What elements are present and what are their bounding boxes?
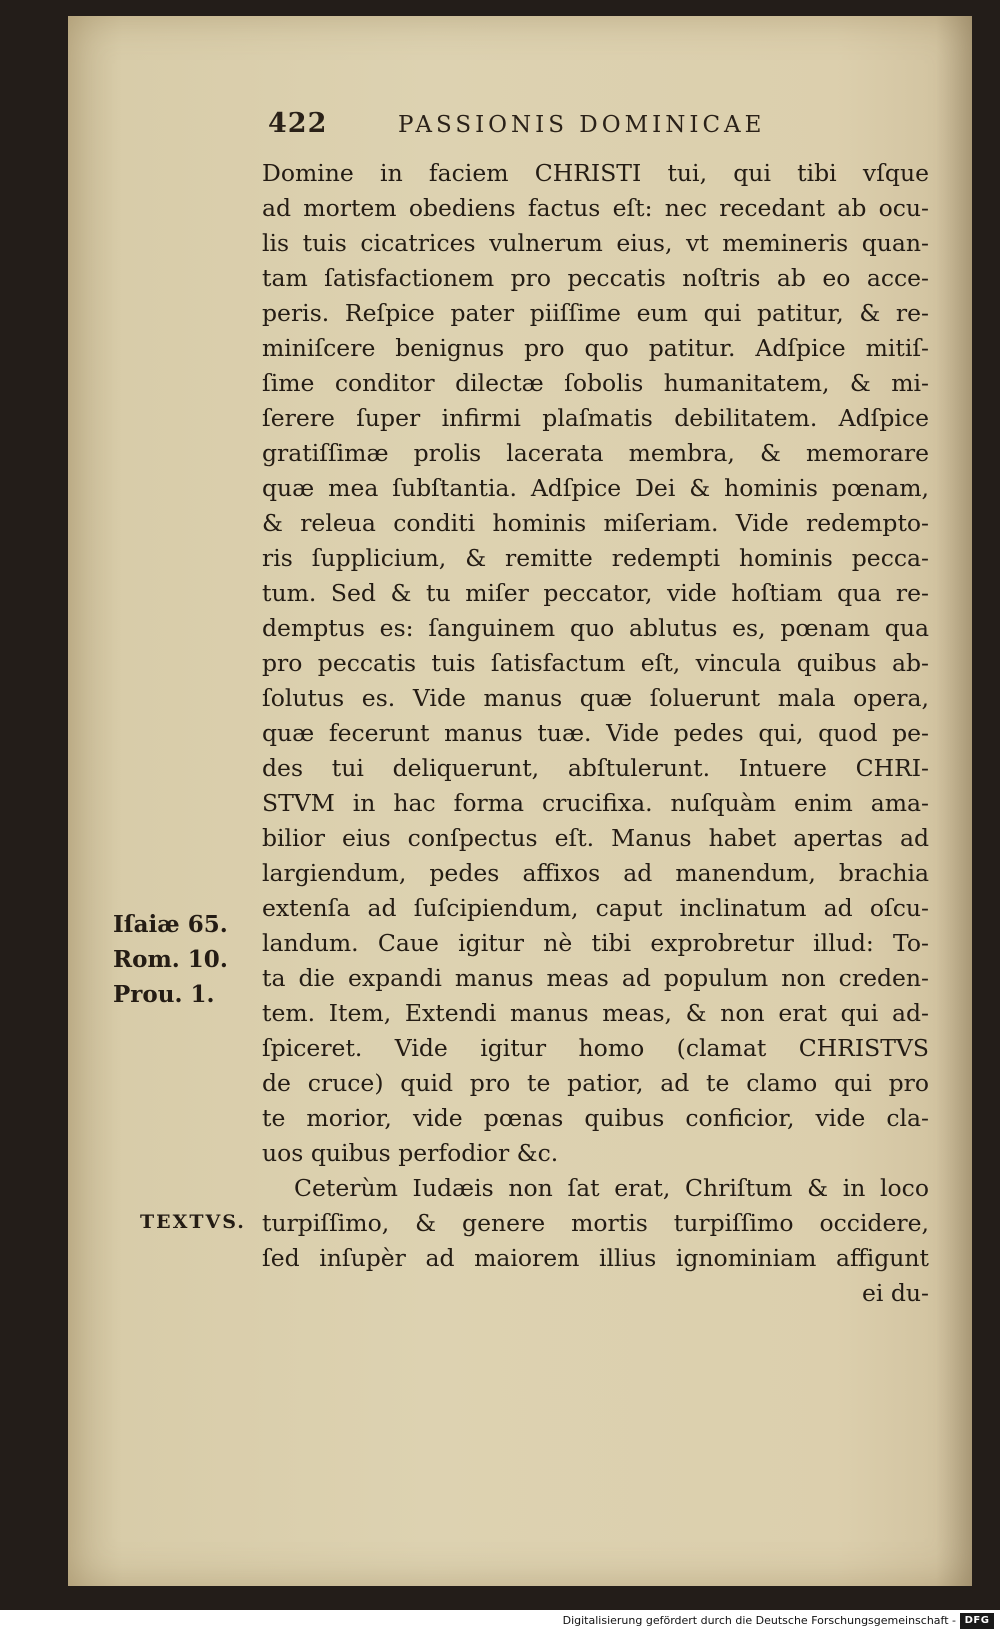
margin-note-isaiah: Iſaiæ 65. (113, 911, 228, 938)
text-line: extenſa ad ſuſcipiendum, caput inclinatum ad oſcu- (262, 894, 929, 922)
text-line: landum. Caue igitur nè tibi exprobretur illud: To- (262, 929, 929, 957)
text-line: ad mortem obediens factus eſt: nec recedant ab ocu- (262, 194, 929, 222)
text-line: miniſcere benignus pro quo patitur. Adſpice mitiſ- (262, 334, 929, 362)
footer-credit: Digitalisierung gefördert durch die Deutsche Forschungsgemeinschaft - (562, 1614, 956, 1627)
text-line: tam ſatisfactionem pro peccatis noſtris ab eo acce- (262, 264, 929, 292)
text-line: uos quibus perfodior &c. (262, 1139, 559, 1167)
text-line: te morior, vide pœnas quibus conficior, vide cla- (262, 1104, 929, 1132)
text-line: ſerere ſuper infirmi plaſmatis debilitatem. Adſpice (262, 404, 929, 432)
text-line: quæ fecerunt manus tuæ. Vide pedes qui, quod pe- (262, 719, 929, 747)
body-text (262, 156, 929, 1311)
margin-note-romans: Rom. 10. (113, 946, 228, 973)
running-head: PASSIONIS DOMINICAE (398, 112, 766, 138)
text-line: tum. Sed & tu miſer peccator, vide hoſtiam qua re- (262, 579, 929, 607)
dfg-logo: DFG (960, 1613, 994, 1629)
margin-citations (113, 907, 228, 1012)
text-line: largiendum, pedes affixos ad manendum, brachia (262, 859, 929, 887)
text-line: peris. Reſpice pater piiſſime eum qui patitur, & re- (262, 299, 929, 327)
text-line: ta die expandi manus meas ad populum non creden- (262, 964, 929, 992)
book-page (68, 16, 972, 1586)
margin-note-textus: TEXTVS. (140, 1211, 246, 1233)
text-line: Domine in faciem CHRISTI tui, qui tibi vſque (262, 159, 929, 187)
footer-bar (0, 1610, 1000, 1634)
text-line: de cruce) quid pro te patior, ad te clamo qui pro (262, 1069, 929, 1097)
text-line: gratiſſimæ prolis lacerata membra, & memorare (262, 439, 929, 467)
page-header (268, 108, 948, 148)
text-line: bilior eius conſpectus eſt. Manus habet apertas ad (262, 824, 929, 852)
text-line: demptus es: ſanguinem quo ablutus es, pœnam qua (262, 614, 929, 642)
text-line: ſolutus es. Vide manus quæ ſoluerunt mala opera, (262, 684, 929, 712)
text-line: ſpiceret. Vide igitur homo (clamat CHRISTVS (262, 1034, 929, 1062)
text-line: turpiſſimo, & genere mortis turpiſſimo occidere, (262, 1209, 929, 1237)
text-line: & releua conditi hominis miſeriam. Vide redempto- (262, 509, 929, 537)
text-line: pro peccatis tuis ſatisfactum eſt, vincula quibus ab- (262, 649, 929, 677)
text-line: ſed inſupèr ad maiorem illius ignominiam affigunt (262, 1244, 929, 1272)
text-line: STVM in hac forma crucifixa. nuſquàm enim ama- (262, 789, 929, 817)
text-line: Ceterùm Iudæis non ſat erat, Chriſtum & in loco (294, 1174, 929, 1202)
text-line: des tui deliquerunt, abſtulerunt. Intuere CHRI- (262, 754, 929, 782)
text-line: ſime conditor dilectæ ſobolis humanitatem, & mi- (262, 369, 929, 397)
catchword: ei du- (861, 1279, 929, 1307)
text-line: lis tuis cicatrices vulnerum eius, vt memineris quan- (262, 229, 929, 257)
text-line: tem. Item, Extendi manus meas, & non erat qui ad- (262, 999, 929, 1027)
text-line: quæ mea ſubſtantia. Adſpice Dei & hominis pœnam, (262, 474, 929, 502)
margin-note-proverbs: Prou. 1. (113, 981, 215, 1008)
text-line: ris ſupplicium, & remitte redempti hominis pecca- (262, 544, 929, 572)
page-number: 422 (268, 108, 328, 139)
